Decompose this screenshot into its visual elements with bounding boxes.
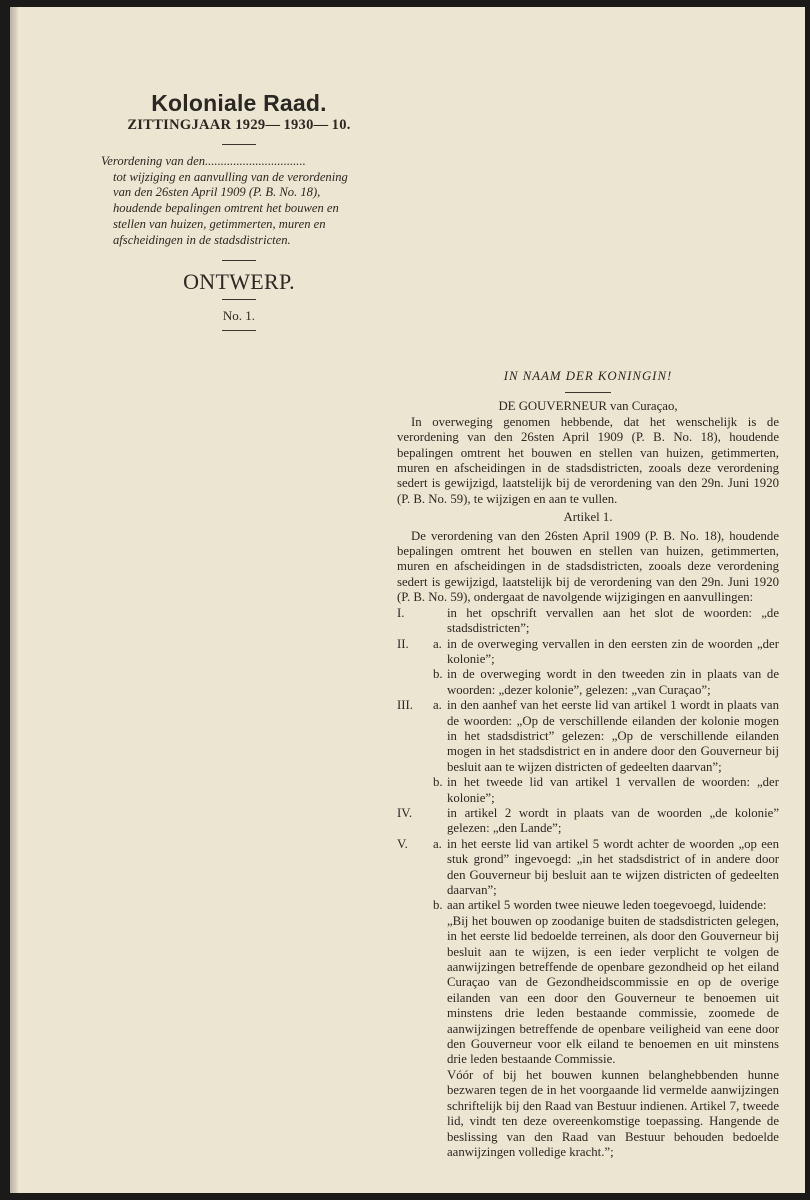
divider <box>222 330 256 331</box>
ordinance-description-line1: Verordening van den................................ <box>101 154 306 168</box>
item-letter: a. <box>433 636 442 651</box>
item-text: in artikel 2 wordt in plaats van de woorden „de kolonie” gelezen: „den Lande”; <box>447 805 779 836</box>
amendment-item <box>397 637 779 668</box>
item-letter: b. <box>433 898 443 913</box>
amendment-item <box>397 806 779 837</box>
item-number: V. <box>397 836 408 851</box>
title-block <box>101 90 364 331</box>
item-text: in de overweging wordt in den tweeden zin in plaats van de woorden: „dezer kolonie”, gelezen: „van Curaçao”; <box>447 667 779 697</box>
item-text: in het eerste lid van artikel 5 wordt achter de woorden „op een stuk grond” ingevoegd: „in het stadsdistrict of in andere door den Gouverneur bij besluit aan te wijzen districten of gedeelten daarvan”; <box>447 836 779 897</box>
article-intro: De verordening van den 26sten April 1909 (P. B. No. 18), houdende bepalingen omtrent het bouwen en stellen van huizen, getimmerten, muren en afscheidingen in de stadsdistricten, zooals deze verordening sedert is gewijzigd, laatstelijk bij de verordening van den 29n. Juni 1920 (P. B. No. 59), ondergaat de navolgende wijzigingen en aanvullingen: <box>397 528 779 605</box>
page-binding-edge <box>10 7 18 1193</box>
item-text: in de overweging vervallen in den eersten zin de woorden „der kolonie”; <box>447 636 779 666</box>
new-paragraph-quote: „Bij het bouwen op zoodanige buiten de stadsdistricten gelegen, in het eerste lid bedoelde terreinen, als door den Gouverneur bij besluit aan te wijzen, is een ieder verplicht te volgen de aanwijzingen betreffende de openbare gezondheid op het eiland Curaçao van de Gezondheidscommissie en op de overige eilanden van een door den Gouverneur te benoemen uit minstens drie leden bestaande commissie, zoomede de aanwijzingen betreffende de openbare veiligheid van eene door den Gouverneur voor elk eiland te benoemen en uit minstens drie leden bestaande Commissie. <box>447 913 779 1067</box>
ordinance-description <box>101 154 363 248</box>
item-text: in het opschrift vervallen aan het slot de woorden: „de stadsdistricten”; <box>447 605 779 636</box>
governor-line: DE GOUVERNEUR van Curaçao, <box>498 399 678 414</box>
item-text: in het tweede lid van artikel 1 vervallen de woorden: „der kolonie”; <box>447 775 779 805</box>
royal-heading: IN NAAM DER KONINGIN! <box>503 369 673 383</box>
article-heading: Artikel 1. <box>563 510 613 525</box>
item-letter: b. <box>433 775 443 790</box>
divider <box>222 260 256 261</box>
amendment-item <box>397 837 779 899</box>
item-text: in den aanhef van het eerste lid van artikel 1 wordt in plaats van de woorden: „Op de verschillende eilanden der kolonie mogen in het stadsdistrict” gelezen: „Op de verschillende eilanden mogen in het stadsdistrict en in andere door den Gouverneur bij besluit aan te wijzen districten of gedeelten daarvan”; <box>447 698 779 774</box>
amendment-item <box>397 667 779 698</box>
amendment-item <box>397 775 779 806</box>
item-letter: a. <box>433 698 442 713</box>
divider <box>222 299 256 300</box>
draft-label: ONTWERP. <box>183 269 295 295</box>
item-number: I. <box>397 605 405 620</box>
ordinance-body <box>397 369 779 1160</box>
draft-number: No. 1. <box>222 308 256 324</box>
preamble-paragraph: In overweging genomen hebbende, dat het wenschelijk is de verordening van den 26sten April 1909 (P. B. No. 18), houdende bepalingen omtrent het bouwen en stellen van huizen, getimmerten, muren en afscheidingen in de stadsdistricten, zooals deze verordening sedert is gewijzigd, laatstelijk bij de verordening van den 29n. Juni 1920 (P. B. No. 59), te wijzigen en aan te vullen. <box>397 414 779 506</box>
amendment-item <box>397 606 779 637</box>
item-letter: a. <box>433 836 442 851</box>
item-letter: b. <box>433 667 443 682</box>
divider <box>565 392 611 393</box>
item-number: IV. <box>397 805 413 820</box>
ordinance-description-rest: tot wijziging en aanvulling van de verordening van den 26sten April 1909 (P. B. No. 18), houdende bepalingen omtrent het bouwen en stellen van huizen, getimmerten, muren en afscheidingen in de stadsdistricten. <box>113 169 348 247</box>
amendment-item <box>397 898 779 913</box>
new-paragraph-quote: Vóór of bij het bouwen kunnen belanghebbenden hunne bezwaren tegen de in het voorgaande lid vermelde aanwijzingen schriftelijk bij den Raad van Bestuur indienen. Artikel 7, tweede lid, vindt ten deze overeenkomstige toepassing. Hangende de beslissing van den Raad van Bestuur behouden bedoelde aanwijzingen volledige kracht.”; <box>447 1067 779 1159</box>
item-number: III. <box>397 698 413 713</box>
divider <box>222 144 256 145</box>
amendment-item <box>397 698 779 775</box>
item-text: aan artikel 5 worden twee nieuwe leden toegevoegd, luidende: <box>447 898 767 913</box>
session-year: ZITTINGJAAR 1929— 1930— 10. <box>127 117 351 133</box>
item-number: II. <box>397 636 409 651</box>
page-title: Koloniale Raad. <box>151 90 327 116</box>
document-page <box>10 7 805 1193</box>
